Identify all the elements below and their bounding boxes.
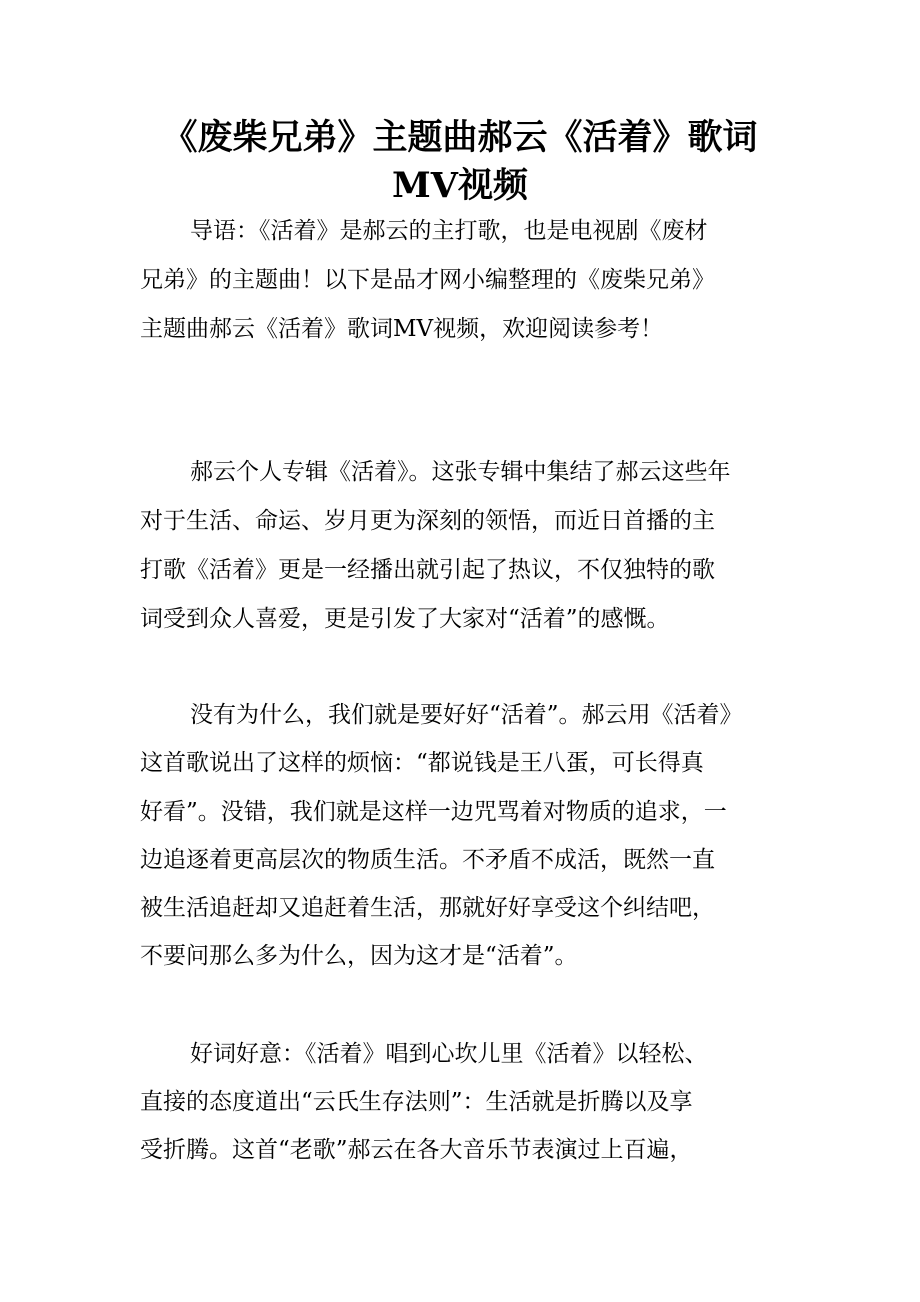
paragraph-2-line-4: 词受到众人喜爱，更是引发了大家对“活着”的感慨。 (140, 606, 670, 632)
paragraph-2-line-2: 对于生活、命运、岁月更为深刻的领悟，而近日首播的主 (140, 508, 715, 534)
paragraph-3-line-2: 这首歌说出了这样的烦恼：“都说钱是王八蛋，可长得真 (140, 750, 704, 776)
paragraph-3-line-5: 被生活追赶却又追赶着生活，那就好好享受这个纠结吧， (140, 895, 715, 921)
paragraph-4-line-3: 受折腾。这首“老歌”郝云在各大音乐节表演过上百遍， (140, 1137, 693, 1163)
paragraph-3-line-3: 好看”。没错，我们就是这样一边咒骂着对物质的追求，一 (140, 799, 727, 825)
paragraph-3-line-1: 没有为什么，我们就是要好好“活着”。郝云用《活着》 (190, 702, 743, 728)
document-title-line-2: MV视频 (392, 165, 528, 206)
paragraph-4-line-1: 好词好意：《活着》唱到心坎儿里《活着》以轻松、 (190, 1041, 708, 1067)
paragraph-1-line-3: 主题曲郝云《活着》歌词MV视频，欢迎阅读参考！ (140, 316, 664, 342)
paragraph-2-line-3: 打歌《活着》更是一经播出就引起了热议，不仅独特的歌 (140, 557, 715, 583)
paragraph-3-line-6: 不要问那么多为什么，因为这才是“活着”。 (140, 943, 578, 969)
paragraph-2-line-1: 郝云个人专辑《活着》。这张专辑中集结了郝云这些年 (190, 459, 731, 485)
paragraph-1-line-1: 导语：《活着》是郝云的主打歌，也是电视剧《废材 (190, 218, 708, 244)
paragraph-1-line-2: 兄弟》的主题曲！以下是品才网小编整理的《废柴兄弟》 (140, 267, 715, 293)
paragraph-3-line-4: 边追逐着更高层次的物质生活。不矛盾不成活，既然一直 (140, 847, 715, 873)
paragraph-4-line-2: 直接的态度道出“云氏生存法则”：生活就是折腾以及享 (140, 1089, 693, 1115)
document-title-line-1: 《废柴兄弟》主题曲郝云《活着》歌词 (162, 117, 758, 158)
